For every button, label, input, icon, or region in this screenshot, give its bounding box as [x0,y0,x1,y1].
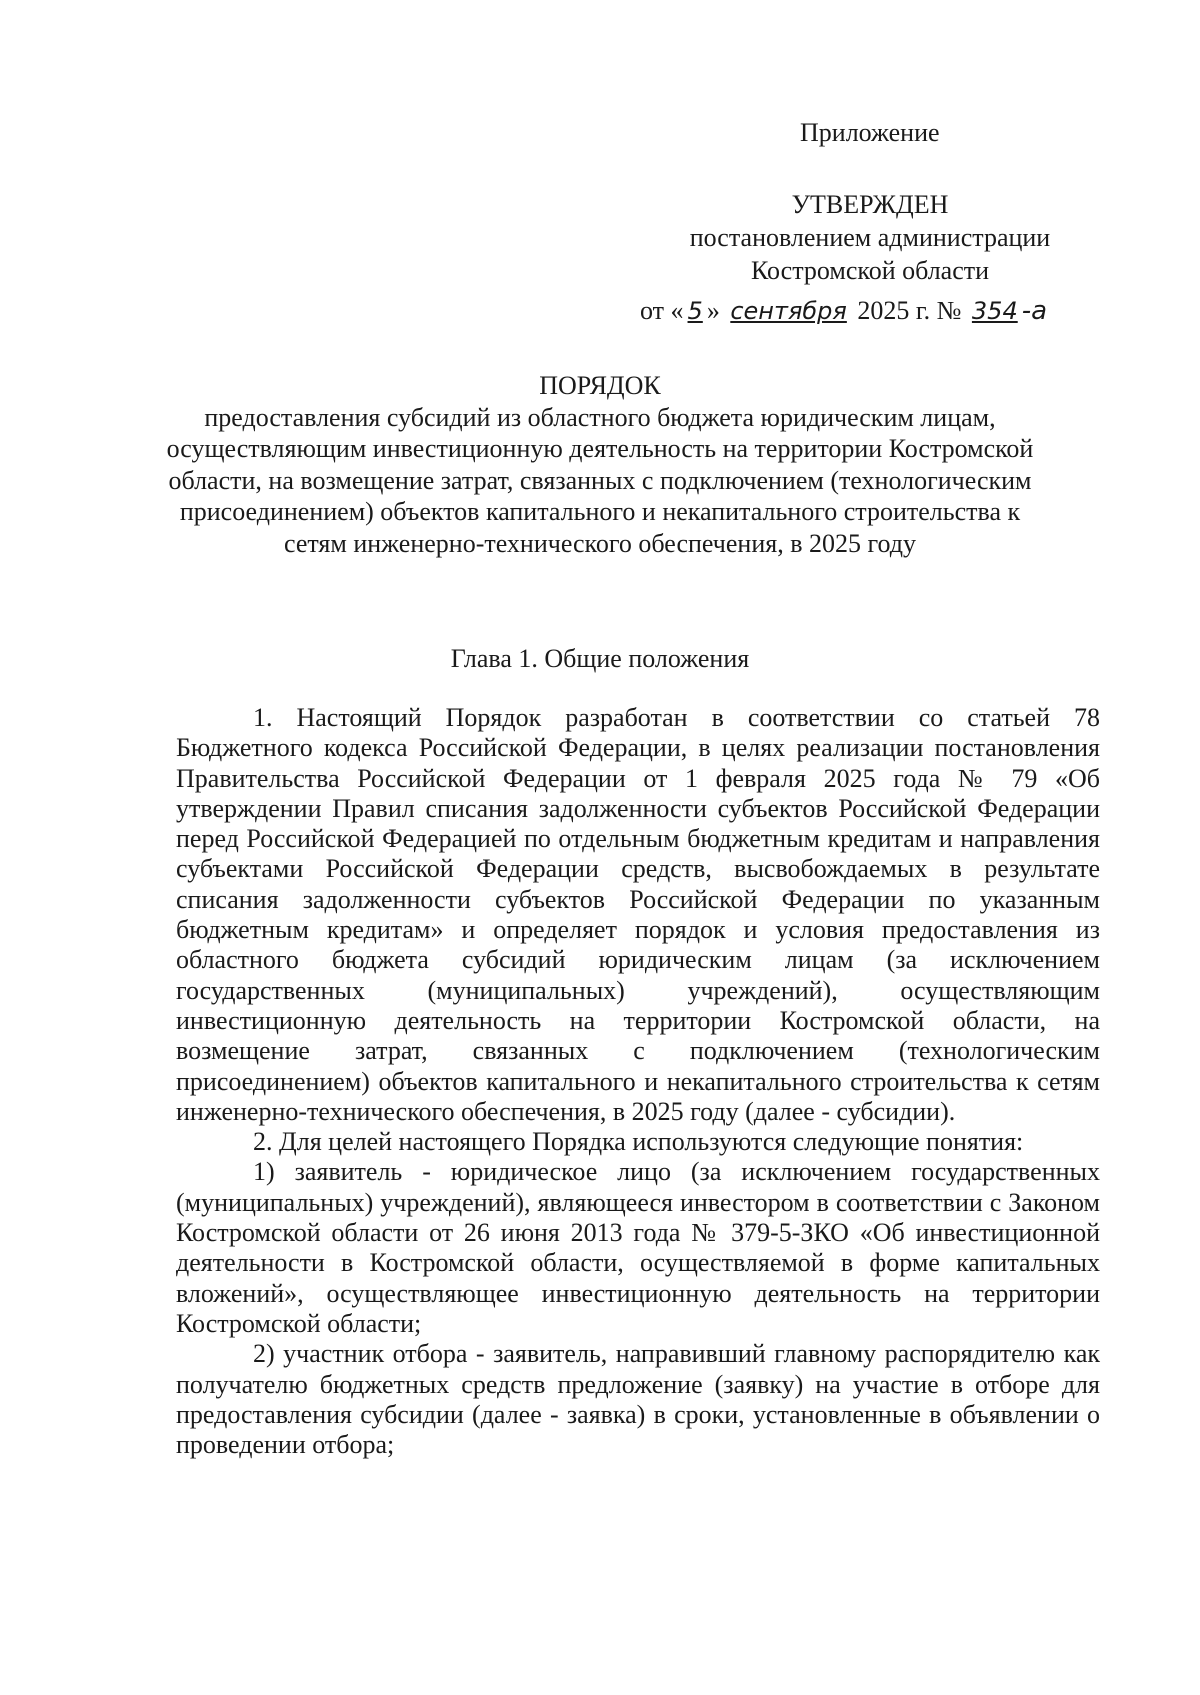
handwritten-day: 5 [687,297,703,325]
document-body [176,703,1100,1460]
approved-by-line2: Костромской области [750,256,990,285]
paragraph-2-item-1: 1) заявитель - юридическое лицо (за исключением государственных (муниципальных) учреждений), являющееся инвестором в соответствии с Законом Костромской области от 26 июня 2013 года № 379-5-ЗКО «Об инвестиционной деятельности в Костромской области, осуществляемой в форме капитальных вложений», осуществляющее инвестиционную деятельность на территории Костромской области; [176,1157,1100,1338]
handwritten-doc-number: 354 [971,297,1018,325]
date-mid: » [706,296,720,325]
appendix-label: Приложение [800,118,940,147]
title-subtitle: предоставления субсидий из областного бюджета юридическим лицам, осуществляющим инвестиционную деятельность на территории Костромской области, на возмещение затрат, связанных с подключением (технологическим присоединением) объектов капитального и некапитального строительства к сетям инженерно-технического обеспечения, в 2025 году [166,402,1034,558]
approved-by-line1: постановлением администрации [689,223,1051,252]
approved-word: УТВЕРЖДЕН [791,190,949,219]
handwritten-month: сентября [730,297,847,325]
handwritten-doc-suffix: -а [1021,296,1048,326]
chapter-heading: Глава 1. Общие положения [450,644,750,673]
date-prefix: от « [640,296,684,325]
paragraph-2-item-2: 2) участник отбора - заявитель, направивший главному распорядителю как получателю бюджетных средств предложение (заявку) на участие в отборе для предоставления субсидии (далее - заявка) в сроки, установленные в объявлении о проведении отбора; [176,1339,1100,1460]
approval-date-line [640,296,1047,326]
paragraph-2: 2. Для целей настоящего Порядка используются следующие понятия: [253,1127,1024,1157]
title-heading: ПОРЯДОК [539,371,661,400]
approval-stamp [640,188,1100,287]
date-year: 2025 г. № [857,296,962,325]
document-title [150,370,1050,559]
paragraph-1: 1. Настоящий Порядок разработан в соответствии со статьей 78 Бюджетного кодекса Российской Федерации, в целях реализации постановления Правительства Российской Федерации от 1 февраля 2025 года № 79 «Об утверждении Правил списания задолженности субъектов Российской Федерации перед Российской Федерацией по отдельным бюджетным кредитам и направления субъектами Российской Федерации средств, высвобождаемых в результате списания задолженности субъектов Российской Федерации по указанным бюджетным кредитам» и определяет порядок и условия предоставления из областного бюджета субсидий юридическим лицам (за исключением государственных (муниципальных) учреждений), осуществляющим инвестиционную деятельность на территории Костромской области, на возмещение затрат, связанных с подключением (технологическим присоединением) объектов капитального и некапитального строительства к сетям инженерно-технического обеспечения, в 2025 году (далее - субсидии). [176,703,1100,1126]
